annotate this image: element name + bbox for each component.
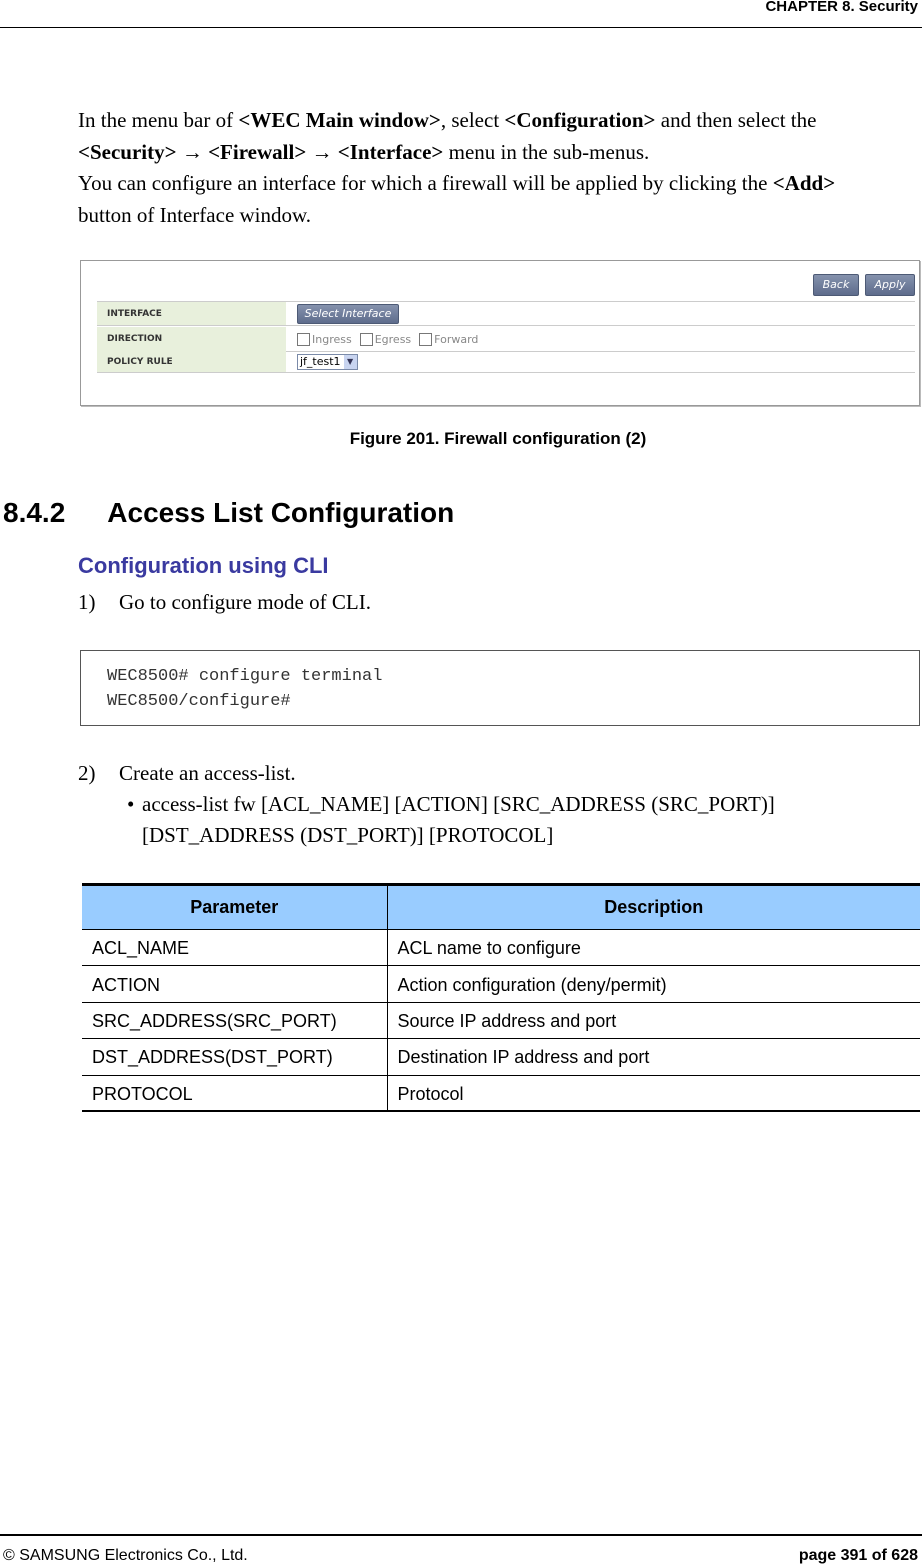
step-number: 1) [78,590,96,614]
section-number: 8.4.2 [3,497,66,528]
ingress-checkbox[interactable] [297,333,310,346]
step-1 [78,590,371,615]
firewall-config-figure [80,260,920,406]
forward-checkbox[interactable] [419,333,432,346]
section-heading [3,497,454,529]
policy-rule-select[interactable] [297,354,358,370]
text: , select [440,108,505,132]
column-header: Description [387,885,920,930]
step-text: Create an access-list. [119,761,296,785]
code-line: WEC8500/configure# [107,692,291,711]
text: and then select the [655,108,817,132]
text: menu in the sub-menus. [443,139,650,164]
table-cell: Action configuration (deny/permit) [387,966,920,1002]
intro-paragraph [78,105,918,231]
direction-row [97,327,915,352]
table-row [82,966,920,1002]
apply-button[interactable]: Apply [865,274,915,296]
back-button[interactable]: Back [813,274,859,296]
text: <Security> [78,139,177,164]
table-cell: Source IP address and port [387,1002,920,1038]
text: In the menu bar of [78,108,239,132]
table-cell: ACL_NAME [82,930,387,966]
chapter-header: CHAPTER 8. Security [765,0,918,15]
egress-label: Egress [374,332,412,346]
text: button of Interface window. [78,202,312,227]
step-number: 2) [78,761,96,785]
figure-caption: Figure 201. Firewall configuration (2) [349,429,647,448]
footer-divider [0,1534,922,1536]
table-header-row [82,885,920,930]
table-cell: ACL name to configure [387,930,920,966]
table-row [82,1039,920,1075]
text: <Firewall> [208,139,307,164]
table-cell: DST_ADDRESS(DST_PORT) [82,1039,387,1075]
egress-checkbox[interactable] [360,333,373,346]
arrow-icon: → [306,139,338,164]
table-cell: SRC_ADDRESS(SRC_PORT) [82,1002,387,1038]
table-row [82,1002,920,1038]
interface-row [97,301,915,326]
parameter-table [82,883,920,1112]
direction-label: DIRECTION [97,327,286,351]
table-row [82,930,920,966]
step-2 [78,761,296,786]
select-interface-button[interactable]: Select Interface [297,304,399,324]
bullet-icon: • [127,792,135,816]
command-syntax-line: [DST_ADDRESS (DST_PORT)] [PROTOCOL] [142,823,554,847]
step-text: Go to configure mode of CLI. [119,590,371,614]
header-divider [0,27,922,28]
policy-rule-row [97,351,915,373]
table-cell: ACTION [82,966,387,1002]
table-cell: Destination IP address and port [387,1039,920,1075]
forward-label: Forward [434,332,479,346]
ingress-label: Ingress [312,332,352,346]
interface-label: INTERFACE [97,302,286,325]
code-block [80,650,920,726]
code-line: WEC8500# configure terminal [107,667,383,686]
table-cell: Protocol [387,1075,920,1111]
command-syntax-line: access-list fw [ACL_NAME] [ACTION] [SRC_ADDRESS (SRC_PORT)] [142,792,775,816]
text: <Interface> [337,139,444,164]
footer-copyright: © SAMSUNG Electronics Co., Ltd. [3,1547,248,1564]
footer-page-number: page 391 of 628 [798,1547,918,1564]
subsection-heading: Configuration using CLI [78,553,329,578]
policy-rule-value: jf_test1 [300,355,341,368]
arrow-icon: → [176,139,209,164]
table-row [82,1075,920,1111]
policy-rule-label: POLICY RULE [97,351,286,372]
column-header: Parameter [82,885,387,930]
chevron-down-icon: ▼ [344,355,357,369]
section-title: Access List Configuration [107,497,455,528]
text: <WEC Main window> [238,108,441,132]
table-cell: PROTOCOL [82,1075,387,1111]
text: <Add> [772,171,836,195]
text: <Configuration> [504,108,656,132]
text: You can configure an interface for which a firewall will be applied by clicking the [78,171,773,195]
